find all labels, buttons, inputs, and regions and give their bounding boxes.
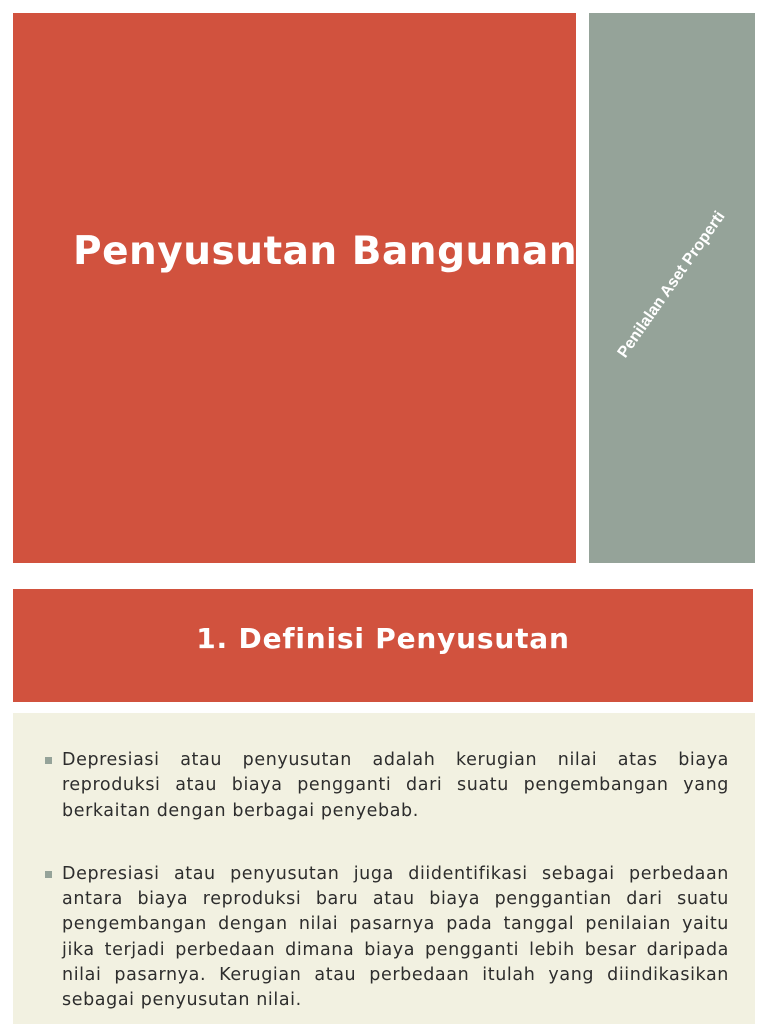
square-bullet-icon <box>45 757 52 764</box>
side-label: Penilalan Aset Properti <box>614 208 729 362</box>
bullet-item <box>45 862 729 1014</box>
bullet-item <box>45 748 729 824</box>
bullet-list <box>45 748 729 1024</box>
side-panel <box>589 13 755 563</box>
title-panel <box>13 13 576 563</box>
content-panel <box>13 713 755 1024</box>
square-bullet-icon <box>45 871 52 878</box>
section-header-bar <box>13 589 753 702</box>
section-heading: 1. Definisi Penyusutan <box>196 622 570 655</box>
bullet-text: Depresiasi atau penyusutan adalah kerugian nilai atas biaya reproduksi atau biaya pengganti dari suatu pengembangan yang berkaitan dengan berbagai penyebab. <box>62 750 729 821</box>
slide-title: Penyusutan Bangunan <box>73 229 578 274</box>
bullet-text: Depresiasi atau penyusutan juga diidentifikasi sebagai perbedaan antara biaya reproduksi baru atau biaya penggantian dari suatu pengembangan dengan nilai pasarnya pada tanggal penilaian yaitu jika terjadi perbedaan dimana biaya pengganti lebih besar daripada nilai pasarnya. Kerugian atau perbedaan itulah yang diindikasikan sebagai penyusutan nilai. <box>62 863 729 1011</box>
